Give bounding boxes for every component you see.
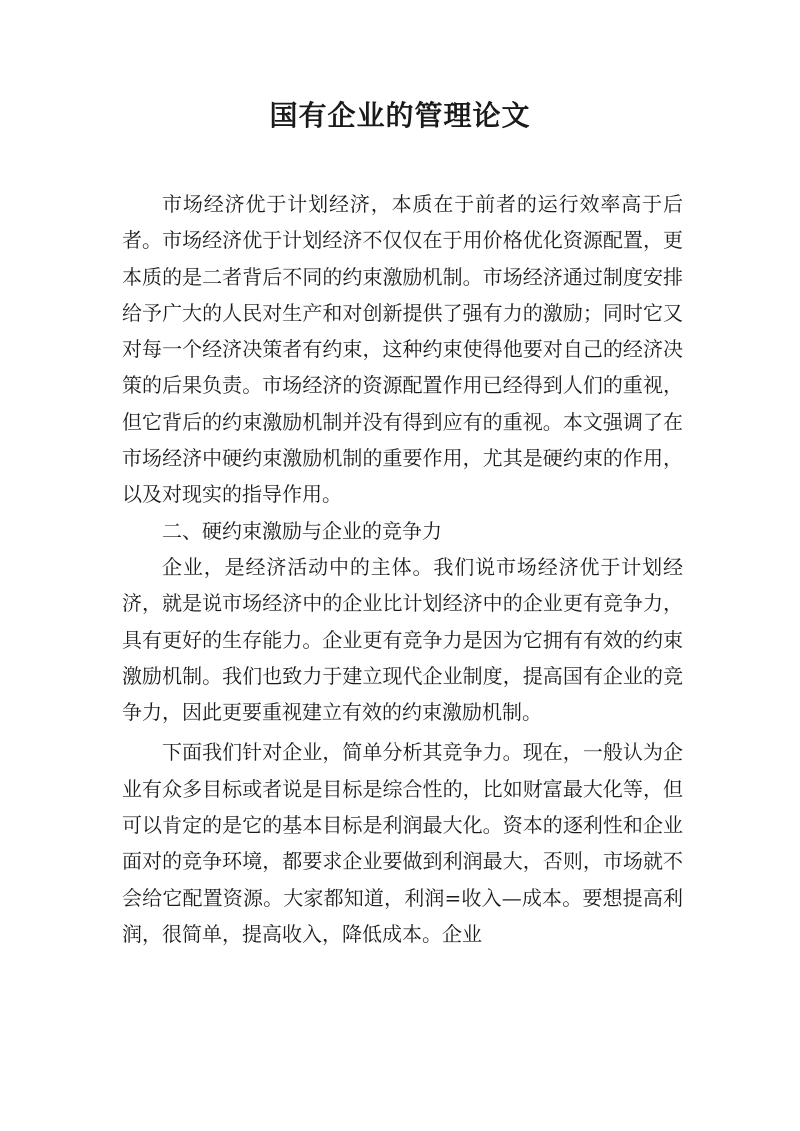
section-heading: 二、硬约束激励与企业的竞争力 [162,518,442,543]
document-body [122,186,683,952]
document-title: 国有企业的管理论文 [269,99,531,132]
paragraph-enterprise: 企业，是经济活动中的主体。我们说市场经济优于计划经济，就是说市场经济中的企业比计划经济中的企业更有竞争力，具有更好的生存能力。企业更有竞争力是因为它拥有有效的约束激励机制。我们也致力于建立现代企业制度，提高国有企业的竞争力，因此更要重视建立有效的约束激励机制。 [122,554,683,725]
paragraph-intro: 市场经济优于计划经济，本质在于前者的运行效率高于后者。市场经济优于计划经济不仅仅在于用价格优化资源配置，更本质的是二者背后不同的约束激励机制。市场经济通过制度安排给予广大的人民对生产和对创新提供了强有力的激励；同时它又对每一个经济决策者有约束，这种约束使得他要对自己的经济决策的后果负责。市场经济的资源配置作用已经得到人们的重视，但它背后的约束激励机制并没有得到应有的重视。本文强调了在市场经济中硬约束激励机制的重要作用，尤其是硬约束的作用，以及对现实的指导作用。 [122,192,683,507]
paragraph-analysis: 下面我们针对企业，简单分析其竞争力。现在，一般认为企业有众多目标或者说是目标是综合性的，比如财富最大化等，但可以肯定的是它的基本目标是利润最大化。资本的逐利性和企业面对的竞争环境，都要求企业要做到利润最大，否则，市场就不会给它配置资源。大家都知道，利润=收入—成本。要想提高利润，很简单，提高收入，降低成本。企业 [122,740,683,946]
